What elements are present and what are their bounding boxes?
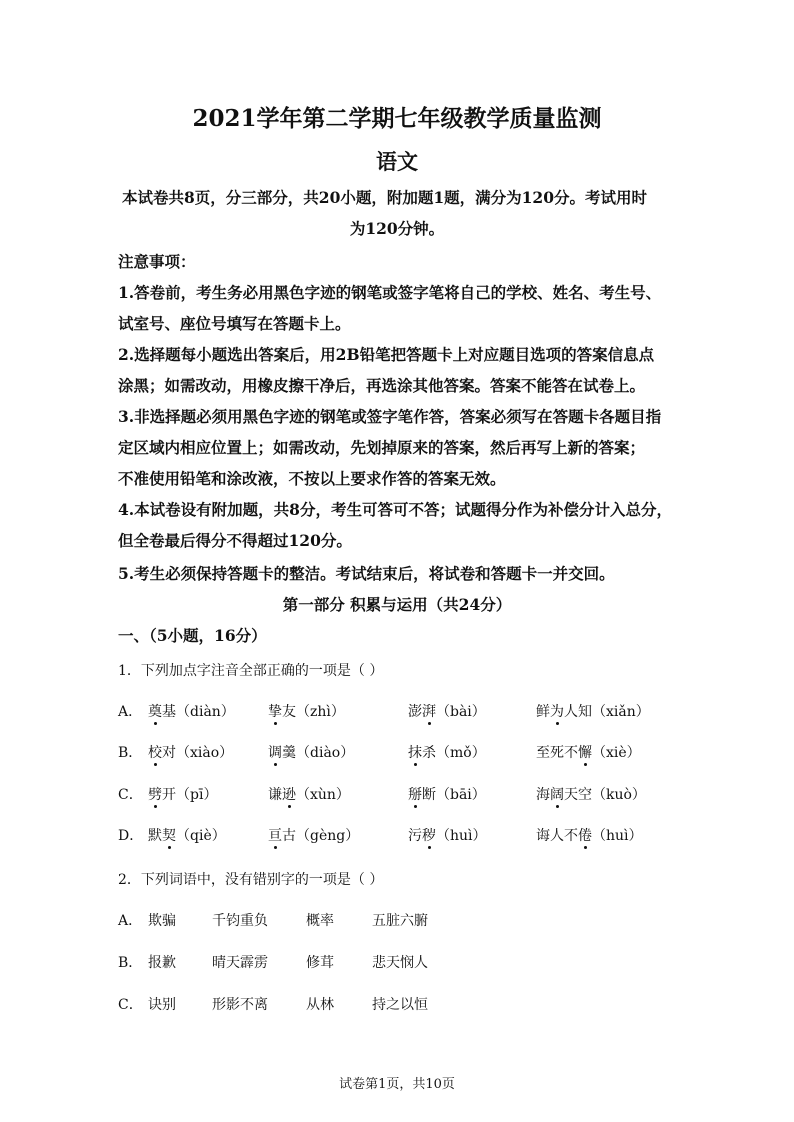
item-text: 澎 bbox=[408, 704, 422, 720]
notice-heading: 注意事项： bbox=[118, 252, 196, 271]
q2-option-word: 概率 bbox=[306, 913, 334, 929]
q2-option-word: 从林 bbox=[306, 997, 334, 1013]
q1-option-label: D． bbox=[118, 828, 144, 844]
dotted-character: 阔 bbox=[550, 787, 564, 803]
item-text: 默 bbox=[148, 828, 162, 844]
item-text: 友（zhì） bbox=[282, 704, 345, 720]
item-text: （huì） bbox=[592, 828, 643, 844]
q2-option-label: B． bbox=[118, 955, 143, 971]
q2-option-word: 悲天悯人 bbox=[372, 955, 428, 971]
item-text: 开（pī） bbox=[162, 787, 218, 803]
q2-option-word: 报歉 bbox=[148, 955, 176, 971]
q2-option-word: 形影不离 bbox=[212, 997, 268, 1013]
item-text: 污 bbox=[408, 828, 422, 844]
item-text: 基（diàn） bbox=[162, 704, 235, 720]
q1-option-item bbox=[408, 784, 486, 804]
notice-line: 试室号、座位号填写在答题卡上。 bbox=[118, 314, 351, 333]
item-text: 羹（diào） bbox=[282, 745, 355, 761]
q1-option-item bbox=[408, 701, 486, 721]
item-text: 诲人不 bbox=[536, 828, 578, 844]
q1-option-item bbox=[268, 742, 354, 762]
q1-option-label: B． bbox=[118, 745, 143, 761]
notice-line: 定区域内相应位置上；如需改动，先划掉原来的答案，然后再写上新的答案； bbox=[118, 438, 646, 457]
item-text: （xùn） bbox=[296, 787, 350, 803]
q2-option-label: A． bbox=[118, 913, 143, 929]
q2-option-word: 晴天霹雳 bbox=[212, 955, 268, 971]
page-footer: 试卷第1页，共10页 bbox=[339, 1077, 455, 1092]
subject-title: 语文 bbox=[376, 149, 418, 174]
notice-line: 4.本试卷设有附加题，共8分，考生可答可不答；试题得分作为补偿分计入总分， bbox=[118, 500, 672, 519]
notice-line: 不准使用铅笔和涂改液，不按以上要求作答的答案无效。 bbox=[118, 469, 506, 488]
notice-line: 1.答卷前，考生务必用黑色字迹的钢笔或签字笔将自己的学校、姓名、考生号、 bbox=[118, 283, 662, 302]
item-text: 鲜 bbox=[536, 704, 550, 720]
section-heading: 一、（5小题，16分） bbox=[118, 626, 267, 645]
q1-option-item bbox=[536, 701, 650, 721]
q1-option-item bbox=[408, 825, 487, 845]
notice-line: 5.考生必须保持答题卡的整洁。考试结束后，将试卷和答题卡一并交回。 bbox=[118, 564, 615, 583]
q1-option-item bbox=[148, 742, 233, 762]
q2-option-word: 修茸 bbox=[306, 955, 334, 971]
item-text: 谦 bbox=[268, 787, 282, 803]
q1-option-label: A． bbox=[118, 704, 143, 720]
item-text: （qiè） bbox=[176, 828, 226, 844]
q2-stem: 2．下列词语中，没有错别字的一项是（ ） bbox=[118, 872, 384, 888]
q1-option-item bbox=[536, 825, 643, 845]
q1-option-item bbox=[148, 784, 217, 804]
item-text: （xiè） bbox=[592, 745, 641, 761]
q2-option-word: 欺骗 bbox=[148, 913, 176, 929]
dotted-character: 调 bbox=[268, 745, 282, 761]
item-text: 人知（xiǎn） bbox=[564, 704, 650, 720]
q1-option-item bbox=[148, 825, 226, 845]
notice-line: 但全卷最后得分不得超过120分。 bbox=[118, 531, 352, 550]
item-text: 古（gèng） bbox=[282, 828, 360, 844]
dotted-character: 掰 bbox=[408, 787, 422, 803]
dotted-character: 倦 bbox=[578, 828, 592, 844]
dotted-character: 劈 bbox=[148, 787, 162, 803]
q2-option-label: C． bbox=[118, 997, 143, 1013]
item-text: （bài） bbox=[436, 704, 486, 720]
dotted-character: 奠 bbox=[148, 704, 162, 720]
intro-line-1: 本试卷共8页，分三部分，共20小题，附加题1题，满分为120分。考试用时 bbox=[122, 188, 647, 207]
item-text: （huì） bbox=[436, 828, 487, 844]
dotted-character: 为 bbox=[550, 704, 564, 720]
dotted-character: 逊 bbox=[282, 787, 296, 803]
q2-option-word: 千钧重负 bbox=[212, 913, 268, 929]
dotted-character: 校 bbox=[148, 745, 162, 761]
part1-heading: 第一部分 积累与运用（共24分） bbox=[282, 595, 512, 614]
q1-option-item bbox=[408, 742, 486, 762]
dotted-character: 懈 bbox=[578, 745, 592, 761]
dotted-character: 契 bbox=[162, 828, 176, 844]
dotted-character: 抹 bbox=[408, 745, 422, 761]
dotted-character: 挚 bbox=[268, 704, 282, 720]
q1-stem: 1．下列加点字注音全部正确的一项是（ ） bbox=[118, 663, 384, 679]
item-text: 断（bāi） bbox=[422, 787, 486, 803]
item-text: 天空（kuò） bbox=[564, 787, 646, 803]
notice-line: 2.选择题每小题选出答案后，用2B铅笔把答题卡上对应题目选项的答案信息点 bbox=[118, 345, 655, 364]
q2-option-word: 五脏六腑 bbox=[372, 913, 428, 929]
intro-line-2: 为120分钟。 bbox=[349, 219, 445, 238]
notice-line: 涂黑；如需改动，用橡皮擦干净后，再选涂其他答案。答案不能答在试卷上。 bbox=[118, 376, 646, 395]
q2-option-word: 诀别 bbox=[148, 997, 176, 1013]
dotted-character: 湃 bbox=[422, 704, 436, 720]
q1-option-item bbox=[268, 825, 359, 845]
q1-option-item bbox=[148, 701, 235, 721]
q1-option-item bbox=[268, 784, 350, 804]
dotted-character: 秽 bbox=[422, 828, 436, 844]
q1-option-item bbox=[268, 701, 345, 721]
dotted-character: 亘 bbox=[268, 828, 282, 844]
item-text: 杀（mǒ） bbox=[422, 745, 486, 761]
item-text: 至死不 bbox=[536, 745, 578, 761]
item-text: 对（xiào） bbox=[162, 745, 234, 761]
q2-option-word: 持之以恒 bbox=[372, 997, 428, 1013]
notice-line: 3.非选择题必须用黑色字迹的钢笔或签字笔作答，答案必须写在答题卡各题目指 bbox=[118, 407, 662, 426]
q1-option-label: C． bbox=[118, 787, 143, 803]
q1-option-item bbox=[536, 784, 646, 804]
q1-option-item bbox=[536, 742, 641, 762]
item-text: 海 bbox=[536, 787, 550, 803]
page-title: 2021学年第二学期七年级教学质量监测 bbox=[192, 105, 602, 132]
